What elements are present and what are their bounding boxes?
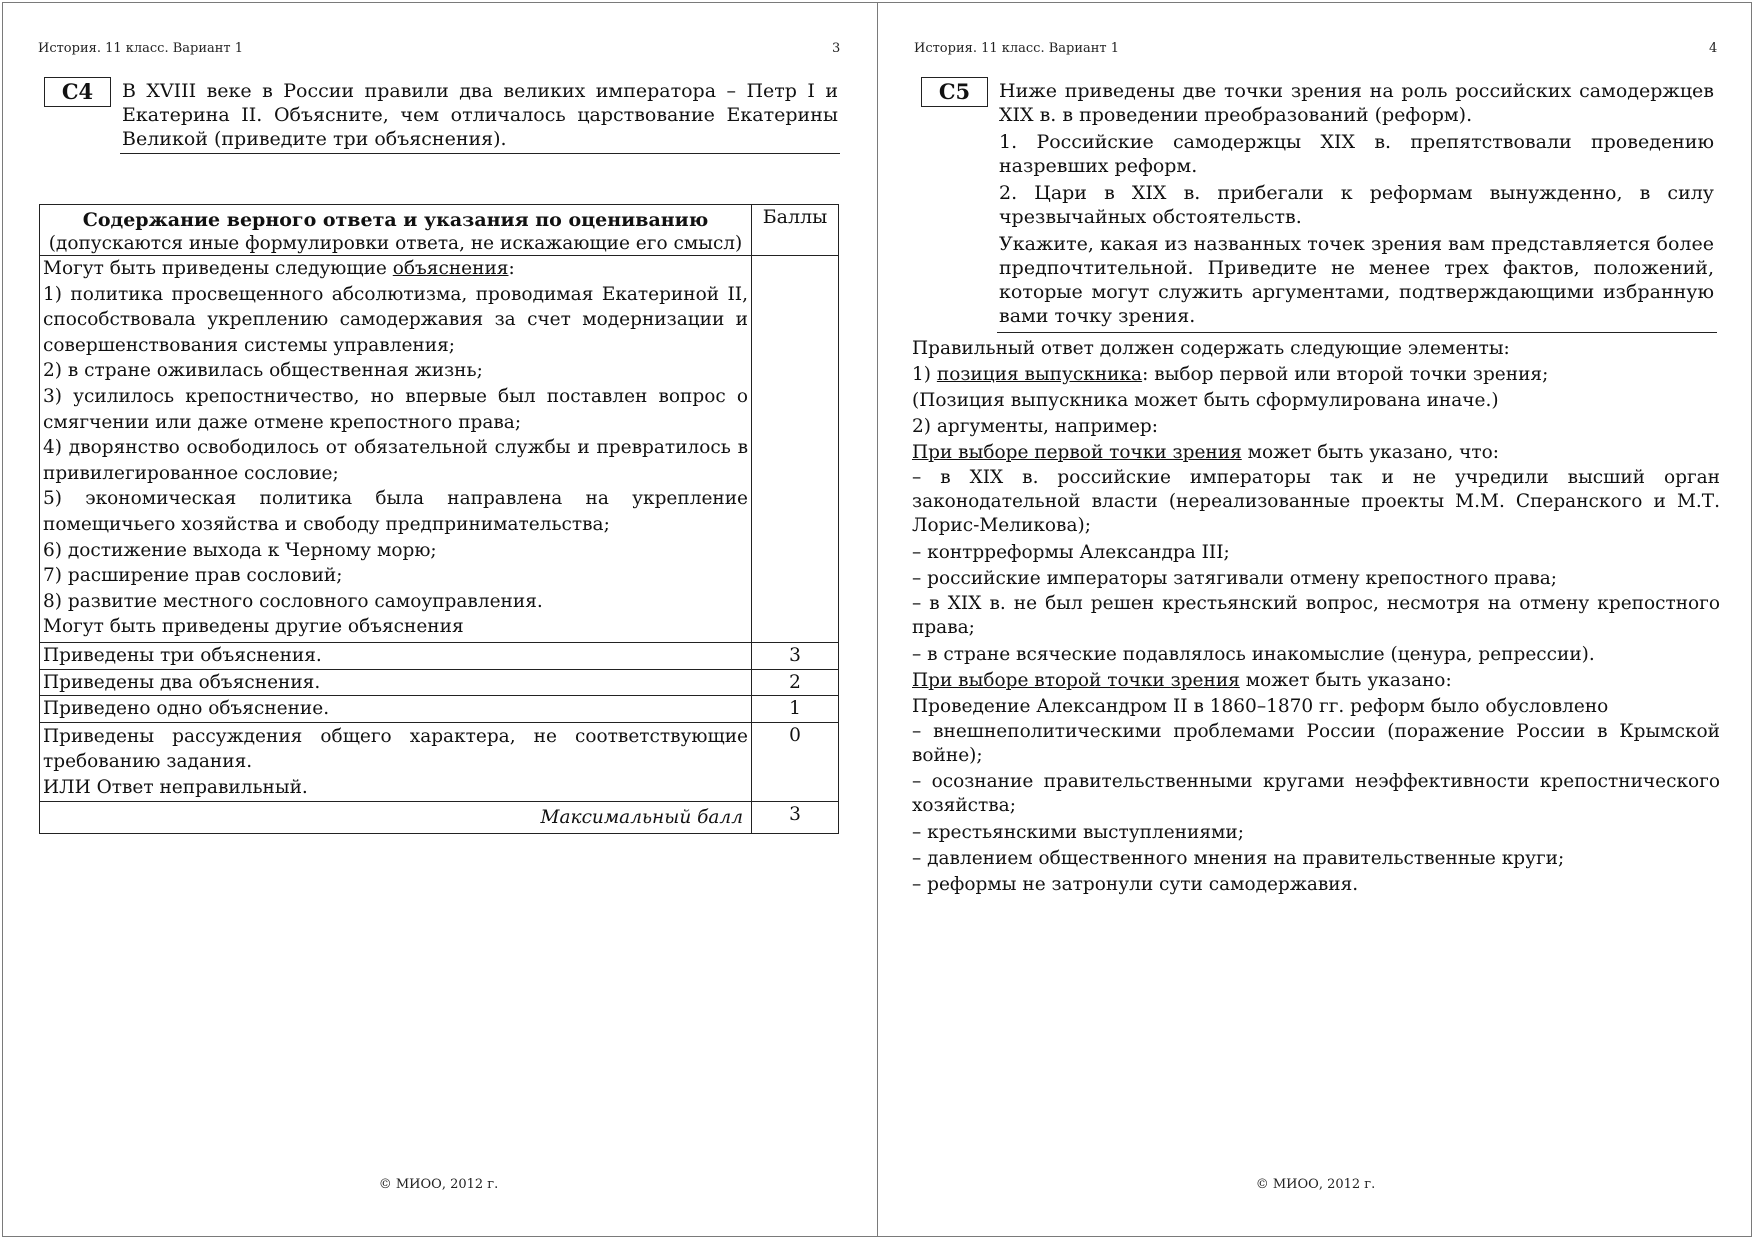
table-header-row (40, 205, 839, 256)
header-title: Содержание верного ответа и указания по оцениванию (82, 209, 709, 231)
criteria-zero-line2: ИЛИ Ответ неправильный. (43, 776, 308, 798)
list-item: 7) расширение прав сословий; (43, 565, 343, 587)
criteria-text: Приведены два объяснения. (40, 669, 752, 696)
answer-intro: Правильный ответ должен содержать следующие элементы: (912, 338, 1510, 359)
running-head: История. 11 класс. Вариант 1 (914, 41, 1120, 56)
list-item: 4) дворянство освободилось от обязательной службы и превратилось в привилегированное сословие; (43, 437, 748, 484)
criteria-score: 2 (752, 669, 839, 696)
header-score: Баллы (752, 205, 839, 256)
content-intro (43, 256, 748, 282)
second-lead: Проведение Александром II в 1860–1870 гг. реформ было обусловлено (912, 696, 1609, 717)
criteria-row (40, 642, 839, 669)
list-item: – контрреформы Александра III; (912, 542, 1230, 563)
task-c5-para3: 2. Цари в XIX в. прибегали к реформам вынужденно, в силу чрезвычайных обстоятельств. (999, 182, 1714, 228)
task-code-c4: С4 (44, 77, 111, 107)
list-item: – в XIX в. не был решен крестьянский вопрос, несмотря на отмену крепостного права; (912, 593, 1720, 638)
list-item: 3) усилилось крепостничество, но впервые был поставлен вопрос о смягчении или даже отмене крепостного права; (43, 385, 748, 433)
task-divider (120, 153, 840, 154)
criteria-zero-line1: Приведены рассуждения общего характера, не соответствующие требованию задания. (43, 725, 748, 773)
criteria-score: 1 (752, 696, 839, 723)
second-choice-suffix: может быть указано: (1239, 670, 1452, 691)
list-item: – давлением общественного мнения на правительственные круги; (912, 848, 1565, 869)
task-c4-text: В XVIII веке в России правили два великих императора – Петр I и Екатерина II. Объясните, чем отличалось царствование Екатерины Великой (приведите три объяснения). (122, 80, 838, 150)
second-choice-underlined: При выборе второй точки зрения (912, 670, 1240, 691)
answer-item2: 2) аргументы, например: (912, 416, 1158, 437)
task-c5-para4: Укажите, какая из названных точек зрения вам представляется более предпочтительной. Приведите не менее трех фактов, положений, которые могут служить аргументами, подтверждающими избранную вами точку зрения. (999, 233, 1714, 327)
criteria-row-zero (40, 722, 839, 802)
first-choice-suffix: может быть указано, что: (1241, 442, 1499, 463)
list-item: – в XIX в. российские императоры так и не учредили высший орган законодательной власти (нереализованные проекты М.М. Сперанского и М.Т. Лорис-Меликова); (912, 467, 1720, 536)
content-cell (40, 256, 752, 643)
criteria-text: Приведено одно объяснение. (40, 696, 752, 723)
answer-item1-underlined: позиция выпускника (936, 364, 1143, 385)
criteria-row (40, 669, 839, 696)
content-intro-prefix: Могут быть приведены следующие (43, 258, 393, 279)
footer: © МИОО, 2012 г. (378, 1177, 499, 1192)
criteria-row (40, 696, 839, 723)
task-divider (997, 332, 1717, 333)
criteria-text: Приведены три объяснения. (40, 642, 752, 669)
task-c5-para1: Ниже приведены две точки зрения на роль российских самодержцев XIX в. в проведении преобразований (реформ). (999, 80, 1714, 126)
grading-table (39, 204, 839, 834)
list-item: – осознание правительственными кругами неэффективности крепостнического хозяйства; (912, 771, 1720, 816)
footer: © МИОО, 2012 г. (1255, 1177, 1376, 1192)
content-intro-suffix: : (508, 258, 515, 279)
list-item: – реформы не затронули сути самодержавия. (912, 874, 1359, 895)
content-score-cell (752, 256, 839, 643)
list-item: 6) достижение выхода к Черному морю; (43, 539, 437, 561)
list-item: – внешнеполитическими проблемами России (поражение России в Крымской войне); (912, 721, 1720, 766)
list-item: 1) политика просвещенного абсолютизма, проводимая Екатериной II, способствовала укреплению самодержавия за счет модернизации и совершенствования системы управления; (43, 283, 748, 356)
criteria-score: 3 (752, 642, 839, 669)
page-number: 4 (1709, 41, 1718, 56)
max-score-row (40, 802, 839, 834)
header-content-cell (40, 205, 752, 256)
answer-item1-prefix: 1) (912, 364, 937, 385)
task-c5-para2: 1. Российские самодержцы XIX в. препятствовали проведению назревших реформ. (999, 131, 1714, 177)
header-subtitle: (допускаются иные формулировки ответа, не искажающие его смысл) (48, 233, 743, 254)
answer-block (912, 336, 1720, 898)
list-item: 5) экономическая политика была направлена на укрепление помещичьего хозяйства и свободу предпринимательства; (43, 488, 748, 535)
running-head: История. 11 класс. Вариант 1 (38, 41, 244, 56)
page-number: 3 (832, 41, 841, 56)
list-item: – российские императоры затягивали отмену крепостного права; (912, 568, 1558, 589)
second-choice-heading (912, 668, 1720, 694)
first-choice-heading (912, 440, 1720, 466)
answer-item1 (912, 362, 1720, 388)
list-item: 2) в стране оживилась общественная жизнь; (43, 360, 483, 382)
content-row (40, 256, 839, 643)
content-outro: Могут быть приведены другие объяснения (43, 616, 464, 638)
list-item: – крестьянскими выступлениями; (912, 822, 1244, 843)
answer-item1-suffix: : выбор первой или второй точки зрения; (1142, 364, 1549, 385)
list-item: 8) развитие местного сословного самоуправления. (43, 590, 543, 612)
right-page (877, 0, 1754, 1239)
criteria-zero-score: 0 (752, 722, 839, 802)
max-score-label: Максимальный балл (40, 802, 752, 834)
task-c5-block (999, 79, 1714, 328)
first-choice-underlined: При выборе первой точки зрения (912, 442, 1242, 463)
max-score-value: 3 (752, 802, 839, 834)
task-code-c5: С5 (921, 77, 988, 107)
list-item: – в стране всяческие подавлялось инакомыслие (ценура, репрессии). (912, 644, 1595, 665)
answer-note: (Позиция выпускника может быть сформулирована иначе.) (912, 390, 1499, 411)
content-intro-underlined: объяснения (392, 258, 509, 279)
criteria-zero-cell (40, 722, 752, 802)
